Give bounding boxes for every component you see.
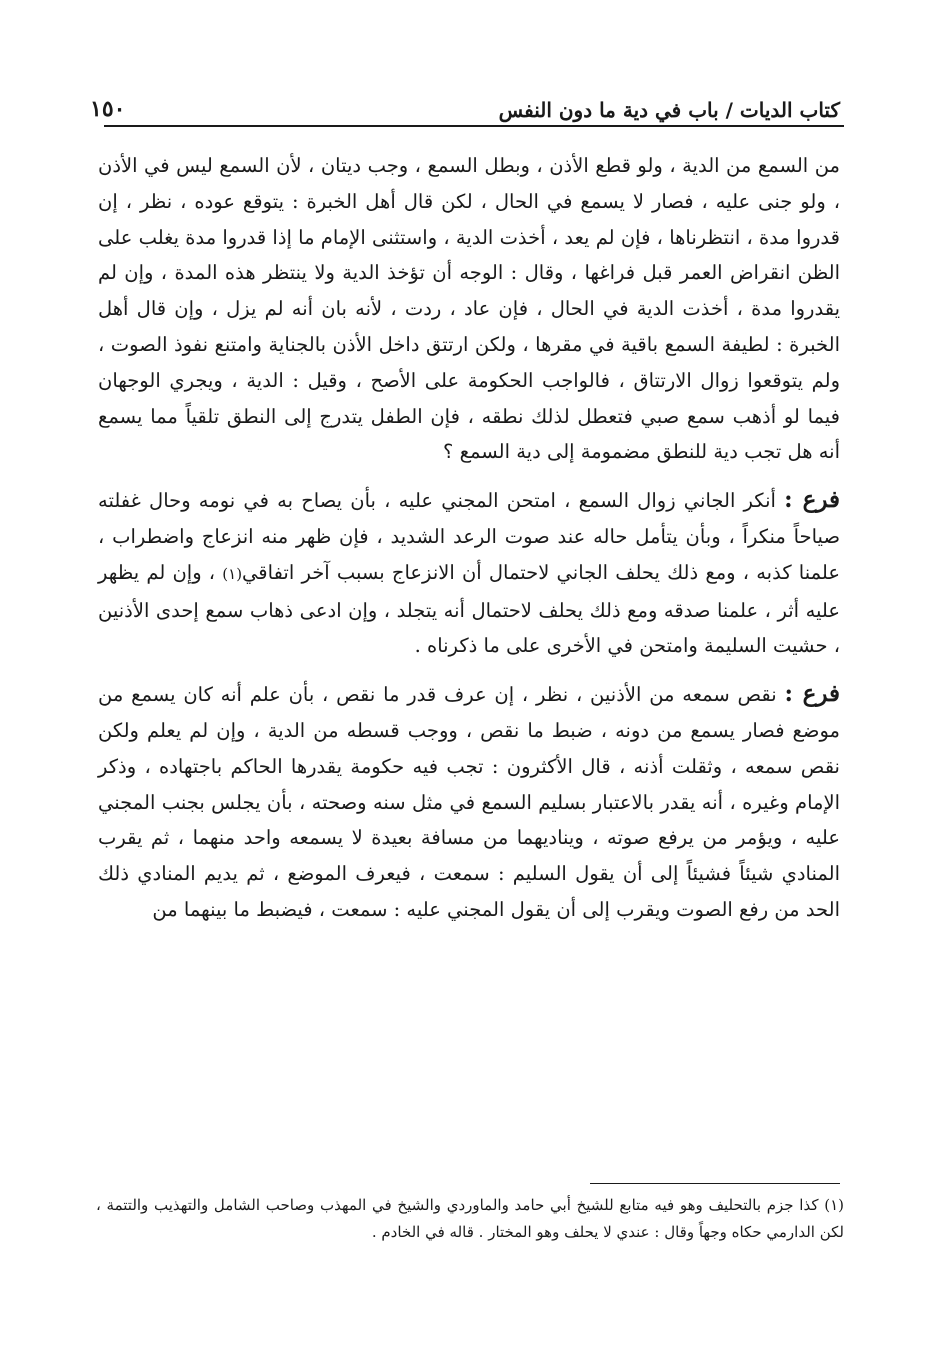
body-text [98, 148, 840, 928]
page-header [90, 82, 840, 122]
footnote-marker: (١) [824, 1196, 844, 1214]
footnotes [96, 1192, 844, 1246]
paragraph-3-text: نقص سمعه من الأذنين ، نظر ، إن عرف قدر ما نقص ، بأن علم أنه كان يسمع من موضع فصار يسمع من دونه ، ضبط ما نقص ، ووجب قسطه من الدية ، وإن لم يعلم ولكن نقص سمعه ، وثقلت أذنه ، قال الأكثرون : تجب فيه حكومة يقدرها الحاكم باجتهاده ، وذكر الإمام وغيره ، أنه يقدر بالاعتبار بسليم السمع في مثل سنه وصحته ، بأن يجلس بجنب المجني عليه ، ويؤمر من يرفع صوته ، ويناديهما من مسافة بعيدة لا يسمعه واحد منهما ، ثم يقرب المنادي شيئاً فشيئاً إلى أن يقول السليم : سمعت ، فيعرف الموضع ، ثم يديم المنادي ذلك الحد من رفع الصوت ويقرب إلى أن يقول المجني عليه : سمعت ، فيضبط ما بينهما من [98, 683, 840, 921]
page-number: ١٥٠ [90, 96, 126, 122]
paragraph-2-text-continued: ، وإن لم يظهر عليه أثر ، علمنا صدقه ومع ذلك يحلف لاحتمال أنه يتجلد ، وإن ادعى ذهاب سمع إحدى الأذنين ، حشيت السليمة وامتحن في الأخرى على ما ذكرناه . [98, 560, 840, 658]
section-head-far: فرع : [784, 680, 841, 708]
paragraph-2 [98, 482, 840, 664]
paragraph-3 [98, 676, 840, 928]
paragraph-1 [98, 148, 840, 470]
paragraph-2-text: أنكر الجاني زوال السمع ، امتحن المجني عليه ، بأن يصاح به في نومه وحال غفلته صياحاً منكراً ، وبأن يتأمل حاله عند صوت الرعد الشديد ، فإن ظهر منه انزعاج واضطراب ، علمنا كذبه ، ومع ذلك يحلف الجاني لاحتمال أن الانزعاج بسبب آخر اتفاقي [98, 489, 840, 584]
footnote-rule [590, 1183, 840, 1184]
header-rule [104, 125, 844, 127]
paragraph-1-text: من السمع من الدية ، ولو قطع الأذن ، وبطل السمع ، وجب ديتان ، لأن السمع ليس في الأذن ، ولو جنى عليه ، فصار لا يسمع في الحال ، لكن قال أهل الخبرة : يتوقع عوده ، نظر ، إن قدروا مدة ، انتظرناها ، فإن لم يعد ، أخذت الدية ، واستثنى الإمام ما إذا قدروا مدة يغلب على الظن انقراض العمر قبل فراغها ، وقال : الوجه أن تؤخذ الدية ولا ينتظر هذه المدة ، وإن لم يقدروا مدة ، أخذت الدية في الحال ، فإن عاد ، ردت ، لأنه بان أنه لم يزل ، وإن قال أهل الخبرة : لطيفة السمع باقية في مقرها ، ولكن ارتتق داخل الأذن بالجناية وامتنع نفوذ الصوت ، ولم يتوقعوا زوال الارتتاق ، فالواجب الحكومة على الأصح ، وقيل : الدية ، ويجري الوجهان فيما لو أذهب سمع صبي فتعطل لذلك نطقه ، فإن الطفل يتدرج إلى النطق تلقياً مما يسمع أنه هل تجب دية للنطق مضمومة إلى دية السمع ؟ [98, 154, 840, 464]
running-title: كتاب الديات / باب في دية ما دون النفس [498, 98, 840, 122]
footnote-1 [96, 1192, 844, 1246]
footnote-1-text: كذا جزم بالتحليف وهو فيه متابع للشيخ أبي حامد والماوردي والشيخ في المهذب وصاحب الشامل والتهذيب والتتمة ، لكن الدارمي حكاه وجهاً وقال : عندي لا يحلف وهو المختار . قاله في الخادم . [96, 1196, 844, 1241]
section-head-far: فرع : [784, 486, 840, 514]
footnote-reference: (١) [222, 564, 243, 583]
